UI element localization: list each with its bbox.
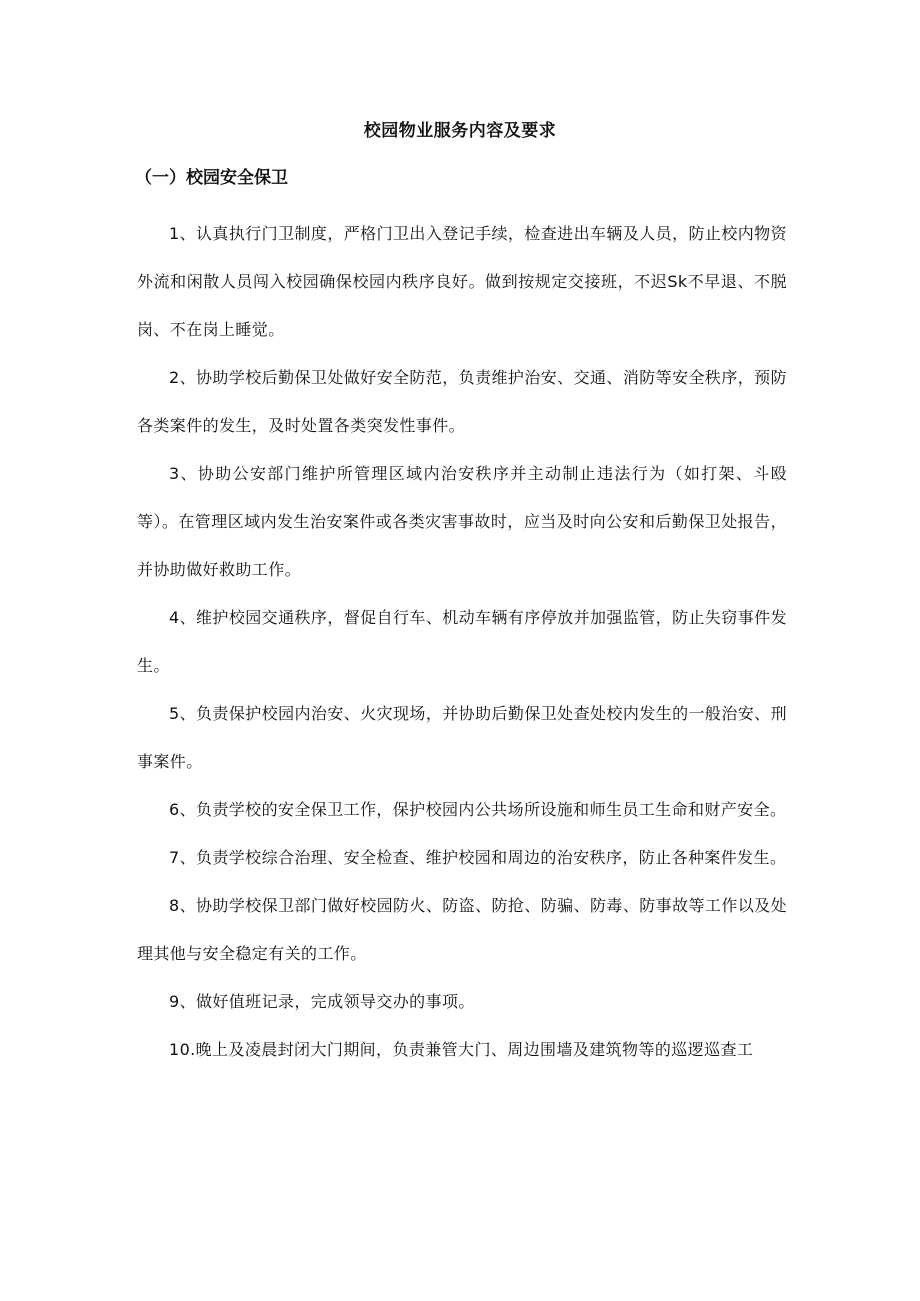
paragraph-9: 9、做好值班记录，完成领导交办的事项。 [169, 992, 475, 1011]
paragraph-7: 7、负责学校综合治理、安全检查、维护校园和周边的治安秩序，防止各种案件发生。 [169, 848, 787, 867]
paragraph-3: 3、协助公安部门维护所管理区域内治安秩序并主动制止违法行为（如打架、斗殴等）。在管理区域内发生治安案件或各类灾害事故时，应当及时向公安和后勤保卫处报告，并协助做好救助工作。 [137, 464, 787, 579]
paragraph-2: 2、协助学校后勤保卫处做好安全防范，负责维护治安、交通、消防等安全秩序，预防各类案件的发生，及时处置各类突发性事件。 [137, 368, 787, 435]
paragraph-4: 4、维护校园交通秩序，督促自行车、机动车辆有序停放并加强监管，防止失窃事件发生。 [137, 608, 787, 675]
document-body [137, 210, 787, 1074]
paragraph-1: 1、认真执行门卫制度，严格门卫出入登记手续，检查进出车辆及人员，防止校内物资外流和闲散人员闯入校园确保校园内秩序良好。做到按规定交接班，不迟Sk不早退、不脱岗、不在岗上睡觉。 [137, 224, 787, 339]
section-heading: （一）校园安全保卫 [135, 168, 288, 188]
paragraph-5: 5、负责保护校园内治安、火灾现场，并协助后勤保卫处查处校内发生的一般治安、刑事案件。 [137, 704, 787, 771]
paragraph-10: 10.晚上及凌晨封闭大门期间，负责兼管大门、周边围墙及建筑物等的巡逻巡查工 [169, 1040, 754, 1059]
page-title: 校园物业服务内容及要求 [363, 121, 557, 141]
paragraph-8: 8、协助学校保卫部门做好校园防火、防盗、防抢、防骗、防毒、防事故等工作以及处理其他与安全稳定有关的工作。 [137, 896, 787, 963]
paragraph-6: 6、负责学校的安全保卫工作，保护校园内公共场所设施和师生员工生命和财产安全。 [169, 800, 787, 819]
